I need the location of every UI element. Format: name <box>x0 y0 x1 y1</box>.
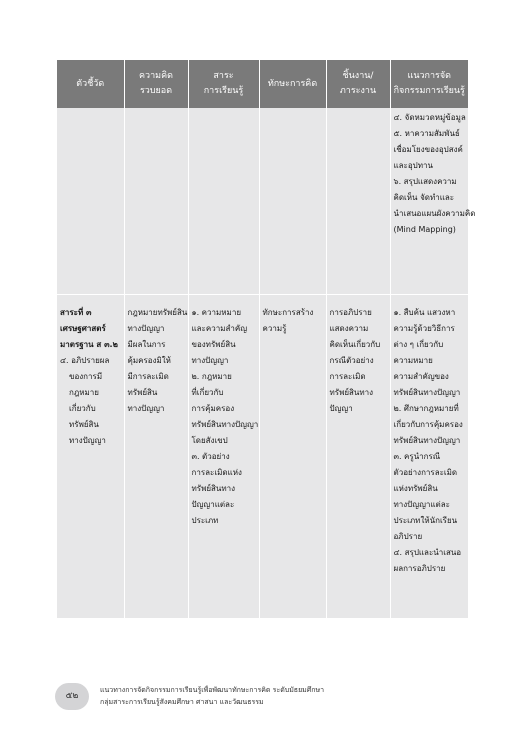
task-line: แสดงความ <box>329 324 369 333</box>
skill-line: ความรู้ <box>262 324 287 333</box>
indicator-title-line: เศรษฐศาสตร์ <box>60 324 106 333</box>
content-line: การคุ้มครอง <box>191 404 235 413</box>
indicator-title-line: มาตรฐาน ส ๓.๒ <box>60 340 118 349</box>
cell-task <box>326 108 390 295</box>
task-line: ทรัพย์สินทาง <box>329 388 374 397</box>
cell-indicator <box>57 108 124 295</box>
activity-line: เชื่อมโยงของอุปสงค์ <box>393 145 463 154</box>
activity-line: ๔. จัดหมวดหมู่ข้อมูล <box>393 113 466 122</box>
header-row <box>57 60 468 108</box>
task-line: ปัญญา <box>329 404 353 413</box>
content-line: ปัญญาแต่ละ <box>191 500 235 509</box>
footer-line: กลุ่มสาระการเรียนรู้สังคมศึกษา ศาสนา และวัฒนธรรม <box>100 698 264 706</box>
cell-activities <box>390 295 468 619</box>
activity-line: นำเสนอแผนผังความคิด <box>393 209 476 218</box>
cell-concept <box>124 295 188 619</box>
activity-line: ๑. สืบค้น แสวงหา <box>393 308 456 317</box>
activity-line: เกี่ยวกับการคุ้มครอง <box>393 420 463 429</box>
concept-line: ทรัพย์สิน <box>127 388 158 397</box>
activity-line: แห่งทรัพย์สิน <box>393 484 438 493</box>
activity-line: ทรัพย์สินทางปัญญา <box>393 388 461 397</box>
content-line: ทางปัญญา <box>191 356 229 365</box>
cell-skill <box>259 108 326 295</box>
activity-line: ต่าง ๆ เกี่ยวกับ <box>393 340 444 349</box>
activity-line: คิดเห็น จัดทำและ <box>393 193 455 202</box>
footer-line: แนวทางการจัดกิจกรรมการเรียนรู้เพื่อพัฒนาทักษะการคิด ระดับมัธยมศึกษา <box>100 686 325 694</box>
activity-line: อภิปราย <box>393 532 423 541</box>
activity-line: ความรู้ด้วยวิธีการ <box>393 324 455 333</box>
cell-task <box>326 295 390 619</box>
content-line: ๑. ความหมาย <box>191 308 241 317</box>
concept-line: ทางปัญญา <box>127 324 165 333</box>
activity-line: ประเภทให้นักเรียน <box>393 516 458 525</box>
table-row <box>57 295 468 619</box>
cell-indicator <box>57 295 124 619</box>
cell-content <box>188 295 259 619</box>
concept-line: ทางปัญญา <box>127 404 165 413</box>
concept-line: คุ้มครองมิให้ <box>127 356 171 365</box>
activity-line: (Mind Mapping) <box>393 225 456 234</box>
header-activities: แนวการจัด กิจกรรมการเรียนรู้ <box>390 60 468 108</box>
concept-line: กฎหมายทรัพย์สิน <box>127 308 188 317</box>
table-row <box>57 108 468 295</box>
activity-line: ตัวอย่างการละเมิด <box>393 468 458 477</box>
content-line: ๓. ตัวอย่าง <box>191 452 230 461</box>
indicator-title-line: สาระที่ ๓ <box>60 308 92 317</box>
indicator-item-line: ทางปัญญา <box>69 436 106 445</box>
curriculum-table <box>57 60 476 618</box>
cell-activities <box>390 108 476 295</box>
content-line: ที่เกี่ยวกับ <box>191 388 224 397</box>
activity-line: ความสำคัญของ <box>393 372 449 381</box>
content-line: ๒. กฎหมาย <box>191 372 232 381</box>
activity-line: และอุปทาน <box>393 161 433 170</box>
activity-line: ๓. ครูนำกรณี <box>393 452 441 461</box>
task-line: กรณีตัวอย่าง <box>329 356 374 365</box>
page-footer <box>100 684 324 708</box>
skill-line: ทักษะการสร้าง <box>262 308 314 317</box>
activity-line: ๕. หาความสัมพันธ์ <box>393 129 460 138</box>
content-line: การละเมิดแห่ง <box>191 468 242 477</box>
content-line: ทรัพย์สินทางปัญญา <box>191 420 259 429</box>
activity-line: ผลการอภิปราย <box>393 564 446 573</box>
header-indicator: ตัวชี้วัด <box>57 60 124 108</box>
header-skill: ทักษะการคิด <box>259 60 326 108</box>
header-task: ชิ้นงาน/ ภาระงาน <box>326 60 390 108</box>
indicator-item-line: ๔. อภิปรายผล <box>60 356 110 365</box>
task-line: การอภิปราย <box>329 308 372 317</box>
content-line: ประเภท <box>191 516 219 525</box>
activity-line: ๖. สรุปแสดงความ <box>393 177 457 186</box>
content-line: และความสำคัญ <box>191 324 248 333</box>
cell-content <box>188 108 259 295</box>
activity-line: ๔. สรุปและนำเสนอ <box>393 548 462 557</box>
task-line: การละเมิด <box>329 372 366 381</box>
activity-line: ทรัพย์สินทางปัญญา <box>393 436 461 445</box>
activity-line: ความหมาย <box>393 356 433 365</box>
task-line: คิดเห็นเกี่ยวกับ <box>329 340 381 349</box>
content-line: ทรัพย์สินทาง <box>191 484 236 493</box>
content-line: โดยสังเขป <box>191 436 228 445</box>
content-line: ของทรัพย์สิน <box>191 340 236 349</box>
page-number: ๕๒ <box>55 683 89 710</box>
concept-line: มีผลในการ <box>127 340 166 349</box>
concept-line: มีการละเมิด <box>127 372 169 381</box>
indicator-item-line: ทรัพย์สิน <box>69 420 99 429</box>
cell-concept <box>124 108 188 295</box>
indicator-item-line: กฎหมาย <box>69 388 99 397</box>
activity-line: ทางปัญญาแต่ละ <box>393 500 450 509</box>
activity-line: ๒. ศึกษากฎหมายที่ <box>393 404 459 413</box>
header-concept: ความคิด รวบยอด <box>124 60 188 108</box>
cell-skill <box>259 295 326 619</box>
header-content: สาระ การเรียนรู้ <box>188 60 259 108</box>
indicator-item-line: ของการมี <box>69 372 103 381</box>
indicator-item-line: เกี่ยวกับ <box>69 404 96 413</box>
